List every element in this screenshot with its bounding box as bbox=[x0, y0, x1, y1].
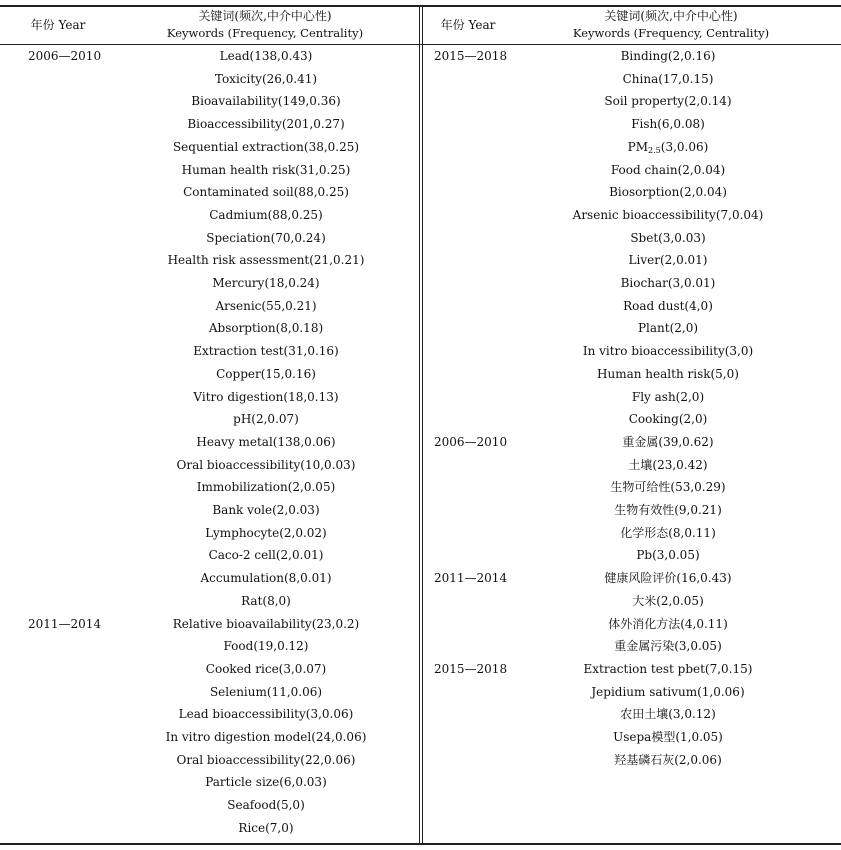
keyword-cell: Biosorption(2,0.04) bbox=[609, 185, 727, 200]
keyword-cell: $PM_{2.5}(3,0.06)$ bbox=[627, 139, 709, 155]
keyword-cell: 重金属污染(3,0.05) bbox=[614, 639, 722, 654]
right-year-header: 年份 Year bbox=[440, 18, 496, 32]
keyword-cell: 农田土壤(3,0.12) bbox=[620, 707, 716, 722]
keyword-cell: Speciation(70,0.24) bbox=[206, 230, 326, 245]
keyword-cell: Lead bioaccessibility(3,0.06) bbox=[178, 707, 354, 722]
keyword-cell: Usepa模型(1,0.05) bbox=[613, 730, 723, 744]
keyword-cell: Copper(15,0.16) bbox=[216, 366, 316, 381]
keyword-cell: Cadmium(88,0.25) bbox=[209, 207, 323, 222]
keyword-cell: Heavy metal(138,0.06) bbox=[196, 434, 336, 449]
keyword-cell: Contaminated soil(88,0.25) bbox=[183, 185, 349, 200]
keyword-cell: Immobilization(2,0.05) bbox=[196, 480, 336, 495]
keyword-cell: 大米(2,0.05) bbox=[632, 593, 704, 608]
keywords-header-cn: 关键词(频次,中介中心性) bbox=[198, 9, 332, 23]
keyword-cell: Bioavailability(149,0.36) bbox=[191, 94, 341, 109]
top-rule bbox=[0, 5, 841, 7]
keyword-cell: Selenium(11,0.06) bbox=[209, 684, 323, 699]
keyword-cell: Fish(6,0.08) bbox=[631, 117, 705, 132]
keywords-header-en: Keywords (Frequency, Centrality) bbox=[166, 26, 364, 40]
keyword-cell: 土壤(23,0.42) bbox=[628, 457, 708, 472]
keyword-cell: Sequential extraction(38,0.25) bbox=[172, 139, 360, 154]
keyword-cell: 化学形态(8,0.11) bbox=[620, 525, 716, 540]
keyword-cell: Jepidium sativum(1,0.06) bbox=[591, 684, 745, 699]
keyword-cell: Particle size(6,0.03) bbox=[205, 775, 327, 790]
keyword-cell: Relative bioavailability(23,0.2) bbox=[172, 616, 360, 631]
keyword-cell: 生物可给性(53,0.29) bbox=[610, 480, 726, 495]
keyword-cell: Arsenic(55,0.21) bbox=[215, 298, 317, 313]
left-keywords-header bbox=[120, 8, 410, 42]
keyword-cell: Biochar(3,0.01) bbox=[620, 276, 716, 290]
keyword-cell: Extraction test(31,0.16) bbox=[193, 344, 339, 359]
keyword-cell: Fly ash(2,0) bbox=[631, 389, 705, 404]
keyword-cell: Liver(2,0.01) bbox=[628, 253, 708, 268]
keyword-cell: Soil property(2,0.14) bbox=[604, 94, 732, 109]
keyword-cell: Human health risk(31,0.25) bbox=[181, 162, 351, 177]
keyword-cell: Cooking(2,0) bbox=[628, 412, 708, 427]
keyword-cell: Food chain(2,0.04) bbox=[610, 162, 726, 177]
keyword-cell: In vitro digestion model(24,0.06) bbox=[165, 730, 367, 744]
keyword-cell: Accumulation(8,0.01) bbox=[200, 571, 332, 586]
keyword-cell: Lymphocyte(2,0.02) bbox=[205, 525, 327, 540]
year-cell: 2006—2010 bbox=[434, 434, 508, 449]
keyword-cell: Toxicity(26,0.41) bbox=[214, 71, 318, 86]
keyword-cell: Seafood(5,0) bbox=[227, 798, 305, 813]
keyword-cell: Oral bioaccessibility(10,0.03) bbox=[176, 457, 356, 472]
keyword-cell: Caco-2 cell(2,0.01) bbox=[208, 548, 324, 563]
keyword-cell: Oral bioaccessibility(22,0.06) bbox=[176, 752, 356, 767]
keyword-cell: pH(2,0.07) bbox=[233, 412, 299, 427]
keyword-cell: Pb(3,0.05) bbox=[636, 548, 700, 563]
keyword-cell: 生物有效性(9,0.21) bbox=[614, 503, 722, 517]
keyword-cell: Vitro digestion(18,0.13) bbox=[193, 389, 339, 404]
keyword-cell: 健康风险评价(16,0.43) bbox=[604, 571, 732, 586]
keyword-cell: Sbet(3,0.03) bbox=[630, 230, 706, 245]
keyword-cell: Bioaccessibility(201,0.27) bbox=[187, 117, 345, 132]
keyword-cell: Extraction test pbet(7,0.15) bbox=[583, 661, 753, 676]
left-year-header: 年份 Year bbox=[30, 18, 86, 32]
year-cell: 2006—2010 bbox=[28, 49, 102, 63]
keyword-cell: Mercury(18,0.24) bbox=[212, 276, 320, 290]
bottom-rule bbox=[0, 843, 841, 845]
keyword-cell: Road dust(4,0) bbox=[623, 298, 713, 313]
right-keywords-header bbox=[526, 8, 816, 42]
keyword-cell: In vitro bioaccessibility(3,0) bbox=[582, 344, 754, 359]
keyword-cell: Absorption(8,0.18) bbox=[208, 321, 324, 336]
keywords-header-cn: 关键词(频次,中介中心性) bbox=[604, 9, 738, 23]
keyword-cell: Rat(8,0) bbox=[241, 593, 291, 608]
keyword-cell: Health risk assessment(21,0.21) bbox=[167, 253, 365, 268]
keyword-cell: Arsenic bioaccessibility(7,0.04) bbox=[572, 207, 764, 222]
year-cell: 2015—2018 bbox=[434, 49, 508, 63]
keyword-cell: 体外消化方法(4,0.11) bbox=[608, 616, 728, 631]
keyword-cell: Plant(2,0) bbox=[637, 321, 699, 336]
keywords-header-en: Keywords (Frequency, Centrality) bbox=[572, 26, 770, 40]
year-cell: 2011—2014 bbox=[28, 616, 102, 631]
keyword-cell: Bank vole(2,0.03) bbox=[212, 503, 320, 517]
year-cell: 2015—2018 bbox=[434, 661, 508, 676]
keyword-cell: China(17,0.15) bbox=[622, 71, 714, 86]
keyword-cell: Human health risk(5,0) bbox=[597, 366, 739, 381]
keyword-cell: 羟基磷石灰(2,0.06) bbox=[614, 752, 722, 767]
keyword-cell: Cooked rice(3,0.07) bbox=[205, 661, 327, 676]
keyword-cell: Food(19,0.12) bbox=[223, 639, 309, 654]
keyword-cell: Rice(7,0) bbox=[238, 820, 294, 835]
keyword-cell: 重金属(39,0.62) bbox=[622, 434, 714, 449]
keyword-cell: Binding(2,0.16) bbox=[620, 49, 716, 63]
year-cell: 2011—2014 bbox=[434, 571, 508, 586]
keyword-cell: Lead(138,0.43) bbox=[219, 49, 313, 63]
